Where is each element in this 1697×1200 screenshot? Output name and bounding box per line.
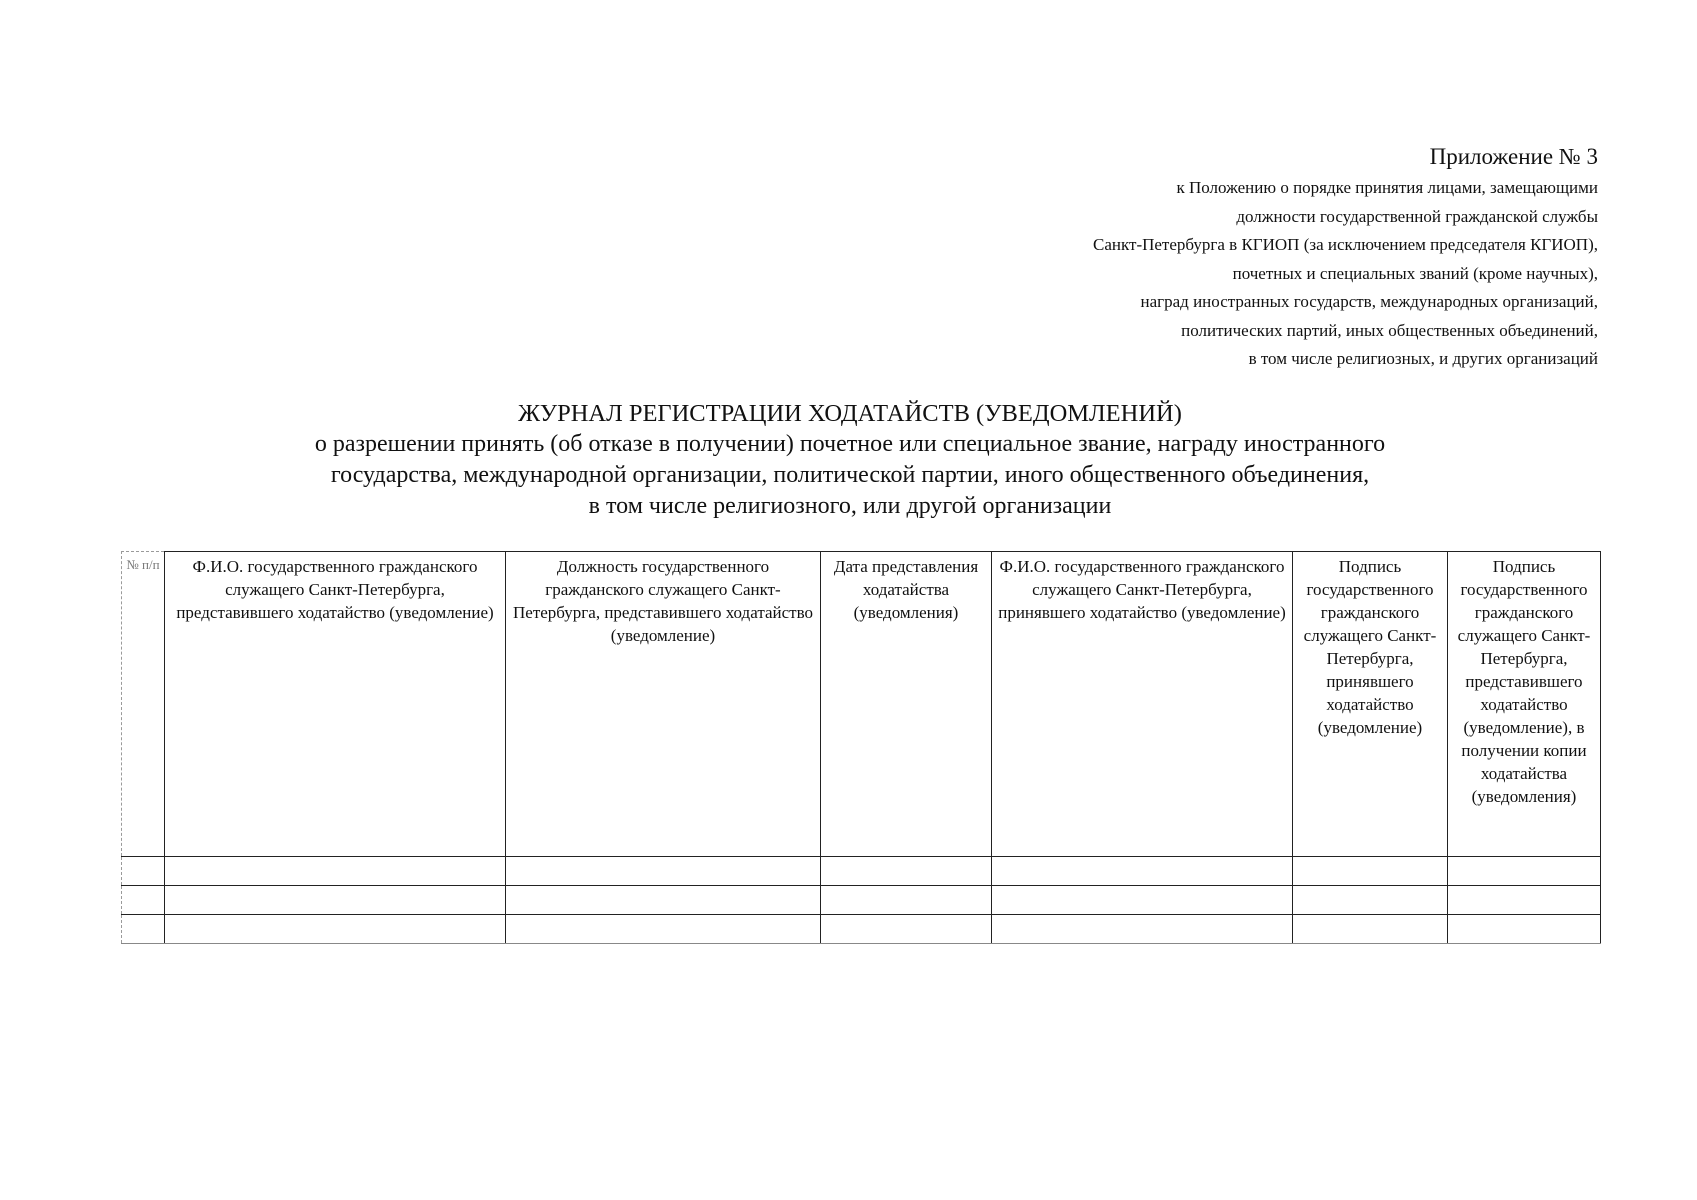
appendix-line: в том числе религиозных, и других организаций bbox=[1248, 349, 1598, 368]
table-cell bbox=[1448, 886, 1601, 915]
table-cell bbox=[165, 915, 506, 944]
table-cell bbox=[992, 857, 1293, 886]
journal-subtitle-line: о разрешении принять (об отказе в получении) почетное или специальное звание, награду иностранного bbox=[314, 431, 1386, 457]
column-header-submitter-copy-signature: Подпись государственного гражданского служащего Санкт-Петербурга, представившего ходатайство (уведомление), в получении копии ходатайства (уведомления) bbox=[1448, 552, 1601, 857]
table-cell bbox=[1293, 915, 1448, 944]
table-cell bbox=[506, 915, 821, 944]
appendix-line: политических партий, иных общественных объединений, bbox=[1181, 320, 1598, 340]
column-header-submitter-position: Должность государственного гражданского служащего Санкт-Петербурга, представившего ходатайство (уведомление) bbox=[506, 552, 821, 857]
appendix-title: Приложение № 3 bbox=[1429, 144, 1598, 169]
appendix-block bbox=[898, 143, 1598, 374]
table-cell bbox=[506, 886, 821, 915]
table-cell bbox=[165, 886, 506, 915]
table-cell bbox=[165, 857, 506, 886]
appendix-line: наград иностранных государств, международных организаций, bbox=[1140, 292, 1598, 311]
table-row bbox=[122, 915, 1601, 944]
table-cell bbox=[1448, 915, 1601, 944]
table-cell bbox=[122, 857, 165, 886]
appendix-line: к Положению о порядке принятия лицами, замещающими bbox=[1176, 178, 1598, 197]
registration-table bbox=[121, 551, 1601, 944]
table-cell bbox=[992, 915, 1293, 944]
table-header-row bbox=[122, 552, 1601, 857]
table-cell bbox=[821, 857, 992, 886]
table-cell bbox=[506, 857, 821, 886]
column-header-submitter-name: Ф.И.О. государственного гражданского служащего Санкт-Петербурга, представившего ходатайство (уведомление) bbox=[165, 552, 506, 857]
table-cell bbox=[1448, 857, 1601, 886]
table-cell bbox=[821, 886, 992, 915]
appendix-line: почетных и специальных званий (кроме научных), bbox=[1232, 263, 1598, 283]
column-header-receiver-signature: Подпись государственного гражданского служащего Санкт-Петербурга, принявшего ходатайство (уведомление) bbox=[1293, 552, 1448, 857]
table-cell bbox=[992, 886, 1293, 915]
column-header-submission-date: Дата представления ходатайства (уведомления) bbox=[821, 552, 992, 857]
journal-subtitle-line: государства, международной организации, политической партии, иного общественного объединения, bbox=[330, 462, 1370, 488]
table-row bbox=[122, 857, 1601, 886]
table-cell bbox=[1293, 857, 1448, 886]
table-cell bbox=[821, 915, 992, 944]
appendix-line: Санкт-Петербурга в КГИОП (за исключением председателя КГИОП), bbox=[1093, 235, 1598, 254]
table-cell bbox=[122, 915, 165, 944]
column-header-receiver-name: Ф.И.О. государственного гражданского служащего Санкт-Петербурга, принявшего ходатайство (уведомление) bbox=[992, 552, 1293, 857]
table-cell bbox=[122, 886, 165, 915]
table-cell bbox=[1293, 886, 1448, 915]
journal-title-block bbox=[230, 398, 1470, 522]
journal-heading: ЖУРНАЛ РЕГИСТРАЦИИ ХОДАТАЙСТВ (УВЕДОМЛЕНИЙ) bbox=[518, 400, 1182, 427]
table-row bbox=[122, 886, 1601, 915]
journal-subtitle-line: в том числе религиозного, или другой организации bbox=[588, 493, 1112, 519]
appendix-line: должности государственной гражданской службы bbox=[1236, 206, 1598, 226]
column-header-number: № п/п bbox=[122, 552, 165, 857]
